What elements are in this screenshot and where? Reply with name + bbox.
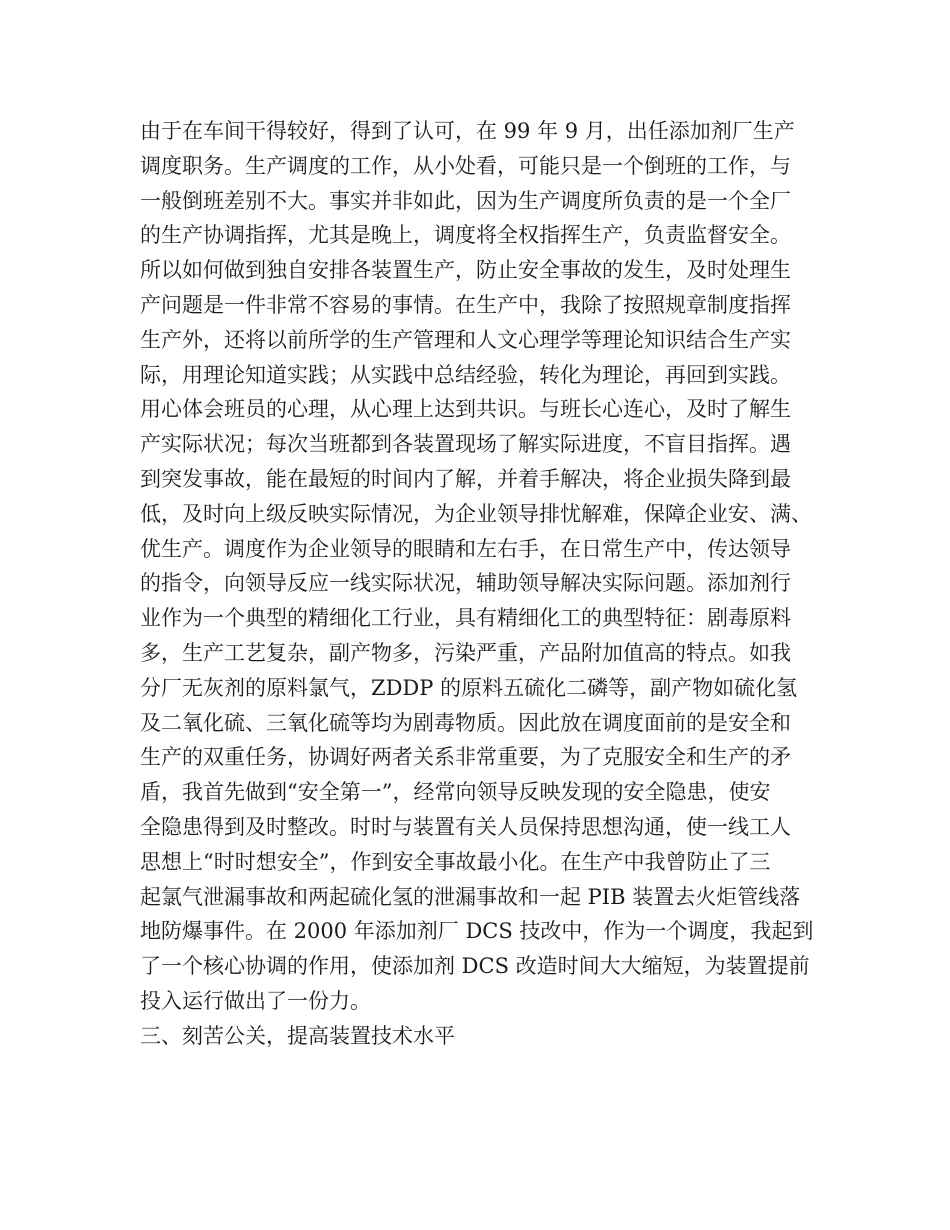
text-line: 际，用理论知道实践；从实践中总结经验，转化为理论，再回到实践。 <box>140 362 791 387</box>
text-line: 多，生产工艺复杂，副产物多，污染严重，产品附加值高的特点。如我 <box>140 640 791 665</box>
text-line: 所以如何做到独自安排各装置生产，防止安全事故的发生，及时处理生 <box>140 258 791 283</box>
text-line: 的生产协调指挥，尤其是晚上，调度将全权指挥生产，负责监督安全。 <box>140 223 791 248</box>
text-line: 产问题是一件非常不容易的事情。在生产中，我除了按照规章制度指挥 <box>140 292 791 317</box>
text-line: 盾，我首先做到“安全第一”，经常向领导反映发现的安全隐患，使安 <box>140 780 771 805</box>
text-line: 到突发事故，能在最短的时间内了解，并着手解决，将企业损失降到最 <box>140 466 791 491</box>
text-line: 分厂无灰剂的原料氯气，ZDDP 的原料五硫化二磷等，副产物如硫化氢 <box>140 675 798 700</box>
text-line: 生产的双重任务，协调好两者关系非常重要，为了克服安全和生产的矛 <box>140 745 791 770</box>
text-line: 了一个核心协调的作用，使添加剂 DCS 改造时间大大缩短，为装置提前 <box>140 954 810 979</box>
text-line: 生产外，还将以前所学的生产管理和人文心理学等理论知识结合生产实 <box>140 327 791 352</box>
text-line: 的指令，向领导反应一线实际状况，辅助领导解决实际问题。添加剂行 <box>140 571 791 596</box>
text-line: 一般倒班差别不大。事实并非如此，因为生产调度所负责的是一个全厂 <box>140 188 791 213</box>
text-line: 投入运行做出了一份力。 <box>140 988 371 1013</box>
text-line: 由于在车间干得较好，得到了认可，在 99 年 9 月，出任添加剂厂生产 <box>140 119 795 143</box>
section-heading: 三、刻苦公关，提高装置技术水平 <box>140 1023 455 1048</box>
text-line: 业作为一个典型的精细化工行业，具有精细化工的典型特征：剧毒原料 <box>140 606 791 631</box>
text-line: 用心体会班员的心理，从心理上达到共识。与班长心连心，及时了解生 <box>140 397 791 422</box>
text-line: 全隐患得到及时整改。时时与装置有关人员保持思想沟通，使一线工人 <box>140 814 791 839</box>
text-line: 优生产。调度作为企业领导的眼睛和左右手，在日常生产中，传达领导 <box>140 536 791 561</box>
text-line: 调度职务。生产调度的工作，从小处看，可能只是一个倒班的工作，与 <box>140 153 791 178</box>
text-line: 低，及时向上级反映实际情况，为企业领导排忧解难，保障企业安、满、 <box>140 501 812 526</box>
text-line: 思想上“时时想安全”，作到安全事故最小化。在生产中我曾防止了三 <box>140 849 771 874</box>
text-line: 产实际状况；每次当班都到各装置现场了解实际进度，不盲目指挥。遇 <box>140 432 791 457</box>
text-line: 地防爆事件。在 2000 年添加剂厂 DCS 技改中，作为一个调度，我起到 <box>140 919 814 944</box>
text-line: 起氯气泄漏事故和两起硫化氢的泄漏事故和一起 PIB 装置去火炬管线落 <box>140 884 801 909</box>
text-line: 及二氧化硫、三氧化硫等均为剧毒物质。因此放在调度面前的是安全和 <box>140 710 791 735</box>
body-text <box>140 114 830 1054</box>
